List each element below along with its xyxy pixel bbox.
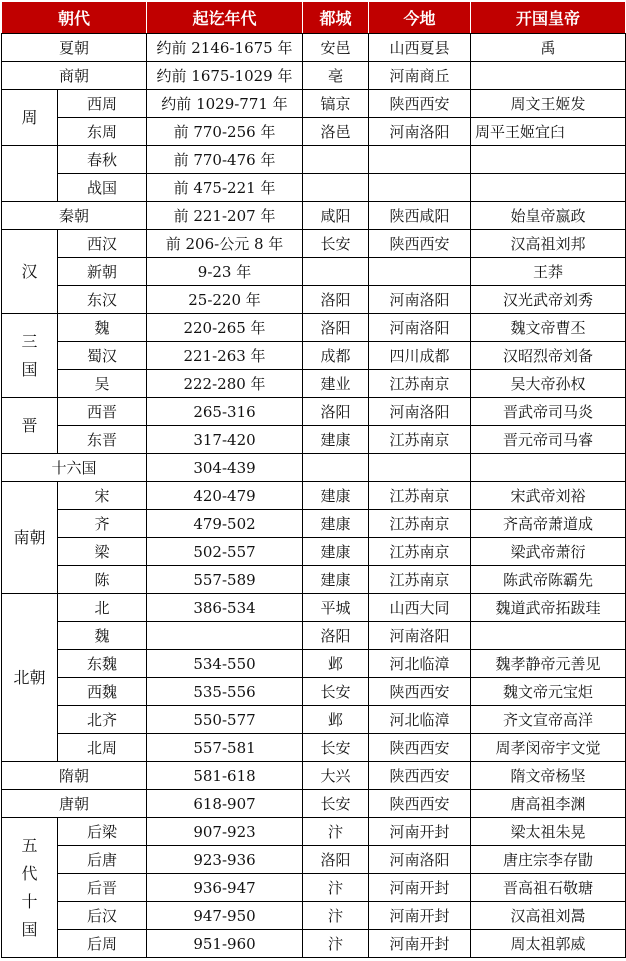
years-cell: 936-947: [147, 874, 303, 902]
dynasty-name: 西魏: [58, 678, 147, 706]
table-row: [2, 118, 626, 146]
capital-cell: 建康: [303, 482, 369, 510]
dynasty-name: 东汉: [58, 286, 147, 314]
table-row: [2, 566, 626, 594]
place-cell: 山西夏县: [369, 34, 471, 62]
dynasty-name: 新朝: [58, 258, 147, 286]
capital-cell: 汴: [303, 818, 369, 846]
place-cell: 河南商丘: [369, 62, 471, 90]
founder-cell: 唐庄宗李存勖: [471, 846, 626, 874]
header-place: 今地: [369, 2, 471, 34]
table-row: [2, 230, 626, 258]
dynasty-name: 梁: [58, 538, 147, 566]
place-cell: 江苏南京: [369, 482, 471, 510]
table-row: [2, 930, 626, 958]
founder-cell: 晋高祖石敬瑭: [471, 874, 626, 902]
capital-cell: 洛阳: [303, 314, 369, 342]
years-cell: 420-479: [147, 482, 303, 510]
founder-cell: 周文王姬发: [471, 90, 626, 118]
years-cell: 581-618: [147, 762, 303, 790]
group-char: 五: [21, 835, 38, 855]
table-row: [2, 146, 626, 174]
group-char: 代: [21, 863, 38, 883]
table-row: [2, 426, 626, 454]
dynasty-name: 东魏: [58, 650, 147, 678]
capital-cell: 平城: [303, 594, 369, 622]
years-cell: 502-557: [147, 538, 303, 566]
place-cell: [369, 258, 471, 286]
place-cell: 江苏南京: [369, 370, 471, 398]
group-cell: 北朝: [2, 594, 58, 762]
founder-cell: 魏道武帝拓跋珪: [471, 594, 626, 622]
years-cell: 前 475-221 年: [147, 174, 303, 202]
place-cell: 河南开封: [369, 902, 471, 930]
table-row: [2, 706, 626, 734]
dynasty-name: 宋: [58, 482, 147, 510]
years-cell: 220-265 年: [147, 314, 303, 342]
table-row: [2, 846, 626, 874]
capital-cell: 建业: [303, 370, 369, 398]
table-row: [2, 174, 626, 202]
founder-cell: 梁武帝萧衍: [471, 538, 626, 566]
capital-cell: 洛邑: [303, 118, 369, 146]
years-cell: 923-936: [147, 846, 303, 874]
capital-cell: [303, 174, 369, 202]
group-cell: 南朝: [2, 482, 58, 594]
place-cell: 陕西西安: [369, 734, 471, 762]
place-cell: 江苏南京: [369, 566, 471, 594]
place-cell: 河南开封: [369, 930, 471, 958]
years-cell: 约前 2146-1675 年: [147, 34, 303, 62]
place-cell: 河南洛阳: [369, 118, 471, 146]
group-char: 国: [21, 359, 38, 379]
place-cell: 河南洛阳: [369, 286, 471, 314]
capital-cell: 亳: [303, 62, 369, 90]
group-cell-empty: [2, 146, 58, 202]
founder-cell: [471, 454, 626, 482]
capital-cell: 镐京: [303, 90, 369, 118]
founder-cell: 齐文宣帝高洋: [471, 706, 626, 734]
dynasty-name: 东周: [58, 118, 147, 146]
dynasty-name: 东晋: [58, 426, 147, 454]
years-cell: 221-263 年: [147, 342, 303, 370]
table-row: [2, 286, 626, 314]
founder-cell: 魏孝静帝元善见: [471, 650, 626, 678]
place-cell: 河北临漳: [369, 650, 471, 678]
table-row: [2, 34, 626, 62]
founder-cell: 周孝闵帝宇文觉: [471, 734, 626, 762]
capital-cell: 长安: [303, 230, 369, 258]
table-row: [2, 62, 626, 90]
founder-cell: 魏文帝元宝炬: [471, 678, 626, 706]
years-cell: 265-316: [147, 398, 303, 426]
dynasty-name: 北周: [58, 734, 147, 762]
capital-cell: 成都: [303, 342, 369, 370]
place-cell: 河南洛阳: [369, 314, 471, 342]
dynasty-name: 隋朝: [2, 762, 147, 790]
header-dynasty: 朝代: [2, 2, 147, 34]
place-cell: [369, 146, 471, 174]
capital-cell: [303, 146, 369, 174]
capital-cell: 长安: [303, 678, 369, 706]
place-cell: 陕西西安: [369, 762, 471, 790]
place-cell: 陕西西安: [369, 90, 471, 118]
founder-cell: 禹: [471, 34, 626, 62]
founder-cell: [471, 146, 626, 174]
dynasty-name: 魏: [58, 314, 147, 342]
founder-cell: 周太祖郭威: [471, 930, 626, 958]
years-cell: 618-907: [147, 790, 303, 818]
capital-cell: 邺: [303, 706, 369, 734]
table-row: [2, 622, 626, 650]
years-cell: [147, 622, 303, 650]
years-cell: 951-960: [147, 930, 303, 958]
dynasty-table: [1, 1, 626, 958]
dynasty-name: 后汉: [58, 902, 147, 930]
founder-cell: 周平王姬宜臼: [471, 118, 626, 146]
table-row: [2, 650, 626, 678]
years-cell: 前 770-476 年: [147, 146, 303, 174]
dynasty-name: 后唐: [58, 846, 147, 874]
capital-cell: 洛阳: [303, 398, 369, 426]
group-char: 十: [21, 891, 38, 911]
table-row: [2, 594, 626, 622]
dynasty-name: 北: [58, 594, 147, 622]
capital-cell: 建康: [303, 538, 369, 566]
dynasty-name: 吴: [58, 370, 147, 398]
capital-cell: 咸阳: [303, 202, 369, 230]
years-cell: 前 770-256 年: [147, 118, 303, 146]
table-row: [2, 454, 626, 482]
capital-cell: 长安: [303, 734, 369, 762]
dynasty-name: 齐: [58, 510, 147, 538]
years-cell: 534-550: [147, 650, 303, 678]
group-cell: 晋: [2, 398, 58, 454]
years-cell: 约前 1029-771 年: [147, 90, 303, 118]
founder-cell: 唐高祖李渊: [471, 790, 626, 818]
place-cell: 江苏南京: [369, 426, 471, 454]
capital-cell: 大兴: [303, 762, 369, 790]
dynasty-name: 夏朝: [2, 34, 147, 62]
dynasty-name: 秦朝: [2, 202, 147, 230]
years-cell: 前 221-207 年: [147, 202, 303, 230]
table-row: [2, 874, 626, 902]
header-years: 起讫年代: [147, 2, 303, 34]
dynasty-name: 西周: [58, 90, 147, 118]
group-char: 国: [21, 919, 38, 939]
table-row: [2, 90, 626, 118]
place-cell: 河南开封: [369, 874, 471, 902]
founder-cell: 汉高祖刘邦: [471, 230, 626, 258]
place-cell: 江苏南京: [369, 510, 471, 538]
years-cell: 479-502: [147, 510, 303, 538]
founder-cell: 汉光武帝刘秀: [471, 286, 626, 314]
table-row: [2, 734, 626, 762]
years-cell: 25-220 年: [147, 286, 303, 314]
founder-cell: 晋武帝司马炎: [471, 398, 626, 426]
years-cell: 约前 1675-1029 年: [147, 62, 303, 90]
header-founder: 开国皇帝: [471, 2, 626, 34]
capital-cell: 建康: [303, 566, 369, 594]
dynasty-name: 春秋: [58, 146, 147, 174]
table-row: [2, 678, 626, 706]
place-cell: 陕西西安: [369, 678, 471, 706]
table-row: [2, 762, 626, 790]
dynasty-name: 商朝: [2, 62, 147, 90]
place-cell: 河南洛阳: [369, 398, 471, 426]
founder-cell: [471, 622, 626, 650]
founder-cell: 始皇帝嬴政: [471, 202, 626, 230]
place-cell: 山西大同: [369, 594, 471, 622]
years-cell: 222-280 年: [147, 370, 303, 398]
founder-cell: 汉高祖刘暠: [471, 902, 626, 930]
place-cell: [369, 454, 471, 482]
place-cell: 河北临漳: [369, 706, 471, 734]
table-row: [2, 258, 626, 286]
place-cell: 四川成都: [369, 342, 471, 370]
group-cell: [2, 314, 58, 398]
capital-cell: 洛阳: [303, 622, 369, 650]
capital-cell: 汴: [303, 874, 369, 902]
founder-cell: 梁太祖朱晃: [471, 818, 626, 846]
dynasty-name: 后周: [58, 930, 147, 958]
founder-cell: 陈武帝陈霸先: [471, 566, 626, 594]
table-row: [2, 790, 626, 818]
table-row: [2, 538, 626, 566]
founder-cell: 魏文帝曹丕: [471, 314, 626, 342]
founder-cell: 王莽: [471, 258, 626, 286]
capital-cell: 建康: [303, 426, 369, 454]
dynasty-name: 唐朝: [2, 790, 147, 818]
table-row: [2, 202, 626, 230]
founder-cell: 宋武帝刘裕: [471, 482, 626, 510]
capital-cell: [303, 258, 369, 286]
years-cell: 386-534: [147, 594, 303, 622]
founder-cell: 吴大帝孙权: [471, 370, 626, 398]
group-char: 三: [21, 331, 38, 351]
capital-cell: 汴: [303, 902, 369, 930]
founder-cell: [471, 62, 626, 90]
years-cell: 317-420: [147, 426, 303, 454]
group-cell: [2, 818, 58, 958]
years-cell: 304-439: [147, 454, 303, 482]
dynasty-name: 蜀汉: [58, 342, 147, 370]
years-cell: 550-577: [147, 706, 303, 734]
table-row: [2, 482, 626, 510]
years-cell: 557-589: [147, 566, 303, 594]
dynasty-name: 陈: [58, 566, 147, 594]
founder-cell: 晋元帝司马睿: [471, 426, 626, 454]
years-cell: 557-581: [147, 734, 303, 762]
capital-cell: 汴: [303, 930, 369, 958]
dynasty-name: 十六国: [2, 454, 147, 482]
place-cell: 陕西西安: [369, 230, 471, 258]
capital-cell: 安邑: [303, 34, 369, 62]
years-cell: 535-556: [147, 678, 303, 706]
founder-cell: 隋文帝杨坚: [471, 762, 626, 790]
table-row: [2, 398, 626, 426]
header-capital: 都城: [303, 2, 369, 34]
capital-cell: [303, 454, 369, 482]
table-row: [2, 342, 626, 370]
table-row: [2, 370, 626, 398]
place-cell: 河南洛阳: [369, 846, 471, 874]
dynasty-name: 北齐: [58, 706, 147, 734]
capital-cell: 洛阳: [303, 286, 369, 314]
place-cell: 陕西咸阳: [369, 202, 471, 230]
place-cell: 江苏南京: [369, 538, 471, 566]
founder-cell: 齐高帝萧道成: [471, 510, 626, 538]
years-cell: 907-923: [147, 818, 303, 846]
capital-cell: 邺: [303, 650, 369, 678]
years-cell: 9-23 年: [147, 258, 303, 286]
founder-cell: 汉昭烈帝刘备: [471, 342, 626, 370]
place-cell: [369, 174, 471, 202]
dynasty-name: 西晋: [58, 398, 147, 426]
founder-cell: [471, 174, 626, 202]
table-row: [2, 510, 626, 538]
place-cell: 陕西西安: [369, 790, 471, 818]
capital-cell: 长安: [303, 790, 369, 818]
place-cell: 河南开封: [369, 818, 471, 846]
dynasty-name: 西汉: [58, 230, 147, 258]
place-cell: 河南洛阳: [369, 622, 471, 650]
dynasty-name: 后梁: [58, 818, 147, 846]
table-row: [2, 818, 626, 846]
capital-cell: 建康: [303, 510, 369, 538]
dynasty-name: 战国: [58, 174, 147, 202]
group-cell: 周: [2, 90, 58, 146]
table-row: [2, 902, 626, 930]
years-cell: 947-950: [147, 902, 303, 930]
dynasty-name: 魏: [58, 622, 147, 650]
header-row: [2, 2, 626, 34]
dynasty-name: 后晋: [58, 874, 147, 902]
capital-cell: 洛阳: [303, 846, 369, 874]
table-row: [2, 314, 626, 342]
group-cell: 汉: [2, 230, 58, 314]
years-cell: 前 206-公元 8 年: [147, 230, 303, 258]
